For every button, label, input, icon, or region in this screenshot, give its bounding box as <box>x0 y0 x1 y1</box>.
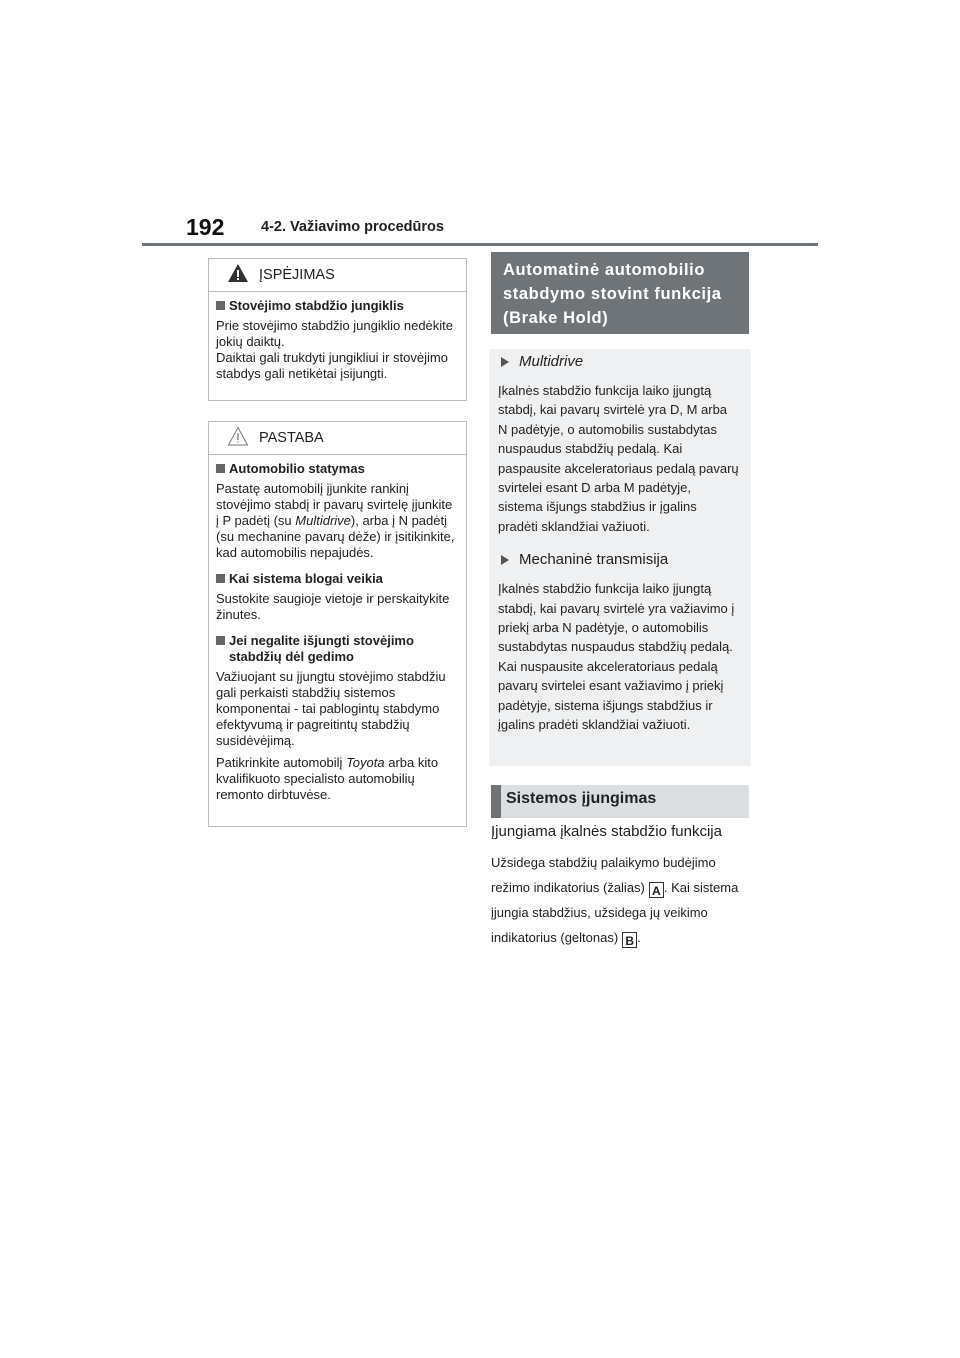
brake-hold-panel <box>489 349 751 766</box>
parking-subtitle <box>216 461 458 477</box>
triangle-arrow-icon <box>501 357 509 367</box>
system-activation-text-3: . <box>637 930 641 945</box>
system-activation-text-2: . Kai sistema įjungia stabdžius, užsidega jų veikimo indikatorius (geltonas) <box>491 880 739 945</box>
parking-text-after: ), arba į N padėtį (su mechanine pavarų dėže) ir įsitikinkite, kad automobilis nepajudės. <box>216 513 455 560</box>
warning-box <box>208 258 467 401</box>
manual-text: Įkalnės stabdžio funkcija laiko įjungtą stabdį, kai pavarų svirtelė yra važiavimo į priekį arba N padėtyje, o automobilis sustabdytas nuspaudus stabdžių pedalą. Kai nuspausite akceleratoriaus pedalą pavarų svirtelei esant važiavimo į priekį padėtyje, sistema išjungs stabdžius ir įgalins pradėti sklandžiai važiuoti. <box>498 581 735 733</box>
parking-subtitle-text: Automobilio statymas <box>229 461 365 476</box>
cannot-release-text-2 <box>216 755 458 803</box>
parking-text-before: Pastatę automobilį įjunkite rankinį stovėjimo stabdį ir pavarų svirtelę įjunkite į P padėtį (su <box>216 481 453 528</box>
malfunction-subtitle-text: Kai sistema blogai veikia <box>229 571 383 586</box>
indicator-marker-b: B <box>622 932 637 948</box>
triangle-arrow-icon <box>501 555 509 565</box>
cannot-release-text-2-before: Patikrinkite automobilį <box>216 755 347 770</box>
parking-text-italic: Multidrive <box>295 513 351 528</box>
warning-box-header <box>209 259 466 292</box>
multidrive-heading-text: Multidrive <box>519 353 584 370</box>
header-rule <box>142 243 818 246</box>
cannot-release-text-2-italic: Toyota <box>346 755 385 770</box>
cannot-release-subtitle <box>216 633 458 665</box>
notice-box <box>208 421 467 827</box>
section-title: 4-2. Važiavimo procedūros <box>261 219 444 235</box>
cannot-release-text-2-after: arba kito kvalifikuoto specialisto automobilių remonto dirbtuvėse. <box>216 755 439 802</box>
malfunction-subtitle <box>216 571 458 587</box>
warning-box-title: ĮSPĖJIMAS <box>259 267 335 283</box>
square-bullet-icon <box>216 574 225 583</box>
page-number: 192 <box>186 214 225 240</box>
system-activation-subheading: Įjungiama įkalnės stabdžio funkcija <box>491 823 722 840</box>
multidrive-heading <box>498 352 739 372</box>
indicator-marker-a: A <box>649 882 664 898</box>
multidrive-text: Įkalnės stabdžio funkcija laiko įjungtą stabdį, kai pavarų svirtelė yra D, M arba N padėtyje, o automobilis sustabdytas nuspaudus stabdžių pedalą. Kai paspausite akceleratoriaus pedalą pavarų svirtelei esant D arba M padėtyje, sistema išjungs stabdžius ir įgalins pradėti sklandžiai važiuoti. <box>498 383 739 534</box>
cannot-release-subtitle-text: Jei negalite išjungti stovėjimo stabdžių dėl gedimo <box>229 633 414 664</box>
warning-text-1: Prie stovėjimo stabdžio jungiklio nedėkite jokių daiktų. <box>216 318 454 349</box>
warning-subtitle <box>216 298 458 314</box>
manual-heading-text: Mechaninė transmisija <box>519 551 669 569</box>
cannot-release-text-1: Važiuojant su įjungtu stovėjimo stabdžiu gali perkaisti stabdžių sistemos komponentai - tai pablogintų stabdymo efektyvumą ir pagreitintų stabdžių susidėvėjimą. <box>216 669 446 748</box>
warning-icon <box>227 263 249 283</box>
system-activation-text-1: Užsidega stabdžių palaikymo budėjimo režimo indikatorius (žalias) <box>491 855 716 895</box>
system-activation-text <box>491 850 753 950</box>
warning-subtitle-text: Stovėjimo stabdžio jungiklis <box>229 298 404 313</box>
square-bullet-icon <box>216 636 225 645</box>
parking-text <box>216 481 458 561</box>
system-activation-title: Sistemos įjungimas <box>491 785 749 818</box>
square-bullet-icon <box>216 301 225 310</box>
warning-text-2: Daiktai gali trukdyti jungikliui ir stovėjimo stabdys gali netikėtai įsijungti. <box>216 350 448 381</box>
square-bullet-icon <box>216 464 225 473</box>
notice-box-header <box>209 422 466 455</box>
manual-heading <box>498 550 739 570</box>
notice-box-title: PASTABA <box>259 430 324 446</box>
malfunction-text: Sustokite saugioje vietoje ir perskaitykite žinutes. <box>216 591 450 622</box>
notice-icon <box>227 426 249 446</box>
brake-hold-title: Automatinė automobilio stabdymo stovint funkcija (Brake Hold) <box>491 252 749 334</box>
